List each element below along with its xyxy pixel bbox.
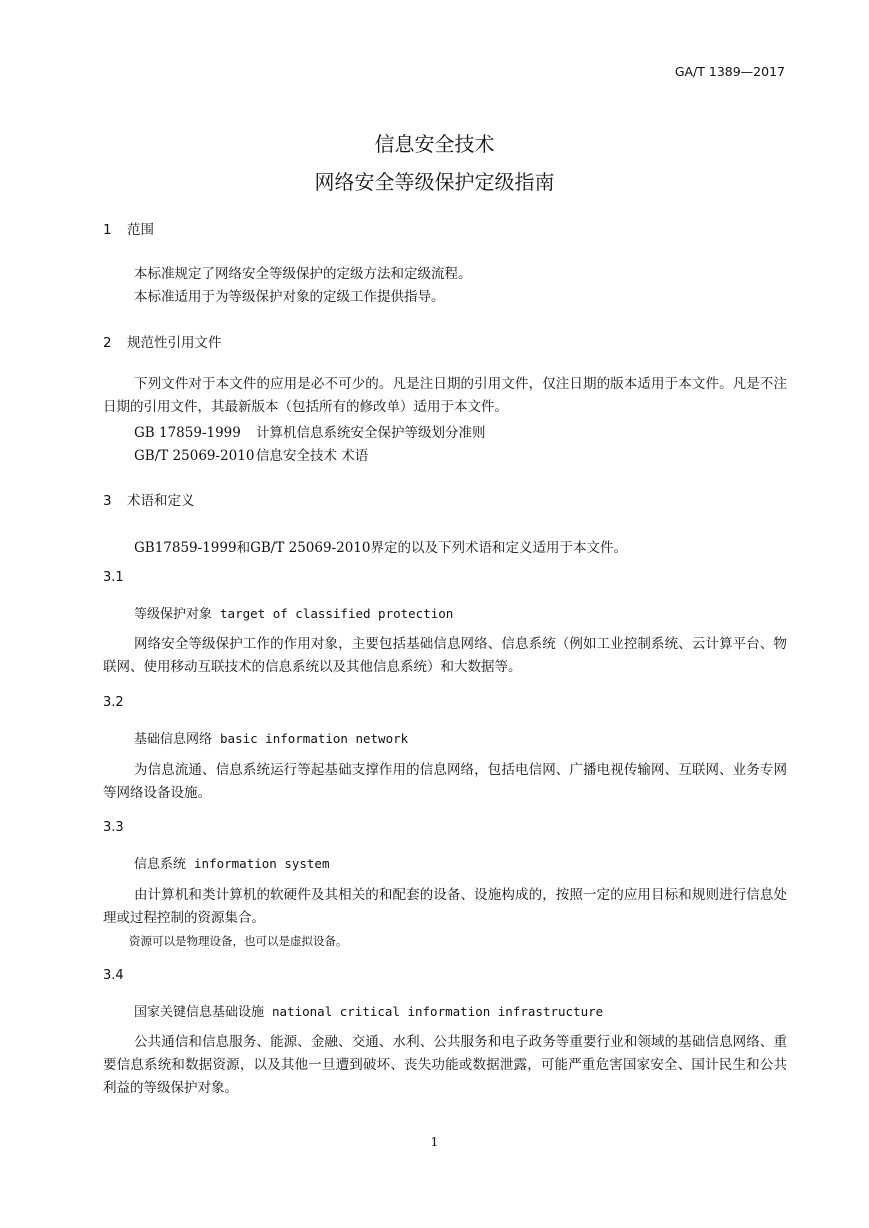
clause-number: 3.2 [103,695,124,710]
term-en: national critical information infrastructure [272,1004,604,1019]
term-en: basic information network [220,731,409,746]
term-definition: 公共通信和信息服务、能源、金融、交通、水利、公共服务和电子政务等重要行业和领域的基础信息网络、重要信息系统和数据资源，以及其他一旦遭到破坏、丧失功能或数据泄露，可能严重危害国家安全、国计民生和公共利益的等级保护对象。 [103,1034,787,1096]
section-number: 3 [103,493,112,509]
section-1-heading [103,218,154,238]
section-title: 范围 [127,222,154,238]
term-zh: 等级保护对象 [134,607,213,622]
section-number: 1 [103,222,112,238]
reference-item [134,421,486,441]
term-definition: 为信息流通、信息系统运行等起基础支撑作用的信息网络，包括电信网、广播电视传输网、互联网、业务专网等网络设备设施。 [103,762,787,801]
section-3-heading [103,489,195,509]
page-number: 1 [430,1134,439,1149]
term-zh: 信息系统 [134,857,187,872]
reference-title: 计算机信息系统安全保护等级划分准则 [256,425,486,441]
paragraph: 本标准规定了网络安全等级保护的定级方法和定级流程。 [134,266,472,282]
title-line-1: 信息安全技术 [374,132,495,156]
term-heading [134,1001,603,1020]
term-heading [134,603,453,622]
reference-code: GB 17859-1999 [134,425,241,441]
reference-item [134,444,368,464]
term-definition: 网络安全等级保护工作的作用对象，主要包括基础信息网络、信息系统（例如工业控制系统、云计算平台、物联网、使用移动互联技术的信息系统以及其他信息系统）和大数据等。 [103,636,787,675]
term-heading [134,853,329,872]
section-title: 规范性引用文件 [127,335,222,351]
section-title: 术语和定义 [127,493,195,509]
reference-title: 信息安全技术 术语 [256,448,369,464]
paragraph: 本标准适用于为等级保护对象的定级工作提供指导。 [134,289,445,305]
paragraph: GB17859-1999和GB/T 25069-2010界定的以及下列术语和定义适用于本文件。 [134,540,627,556]
paragraph: 下列文件对于本文件的应用是必不可少的。凡是注日期的引用文件，仅注日期的版本适用于本文件。凡是不注日期的引用文件，其最新版本（包括所有的修改单）适用于本文件。 [103,376,787,415]
term-heading [134,728,408,747]
clause-number: 3.3 [103,820,124,835]
section-2-heading [103,331,222,351]
term-zh: 国家关键信息基础设施 [134,1005,265,1020]
document-code: GA/T 1389—2017 [674,64,785,79]
term-definition: 由计算机和类计算机的软硬件及其相关的和配套的设备、设施构成的，按照一定的应用目标和规则进行信息处理或过程控制的资源集合。 [103,887,787,926]
note: 资源可以是物理设备，也可以是虚拟设备。 [129,934,348,948]
section-number: 2 [103,335,112,351]
term-zh: 基础信息网络 [134,732,213,747]
clause-number: 3.4 [103,968,124,983]
clause-number: 3.1 [103,570,124,585]
term-en: target of classified protection [220,606,454,621]
title-line-2: 网络安全等级保护定级指南 [314,170,555,194]
term-en: information system [194,856,330,871]
reference-code: GB/T 25069-2010 [134,448,255,464]
